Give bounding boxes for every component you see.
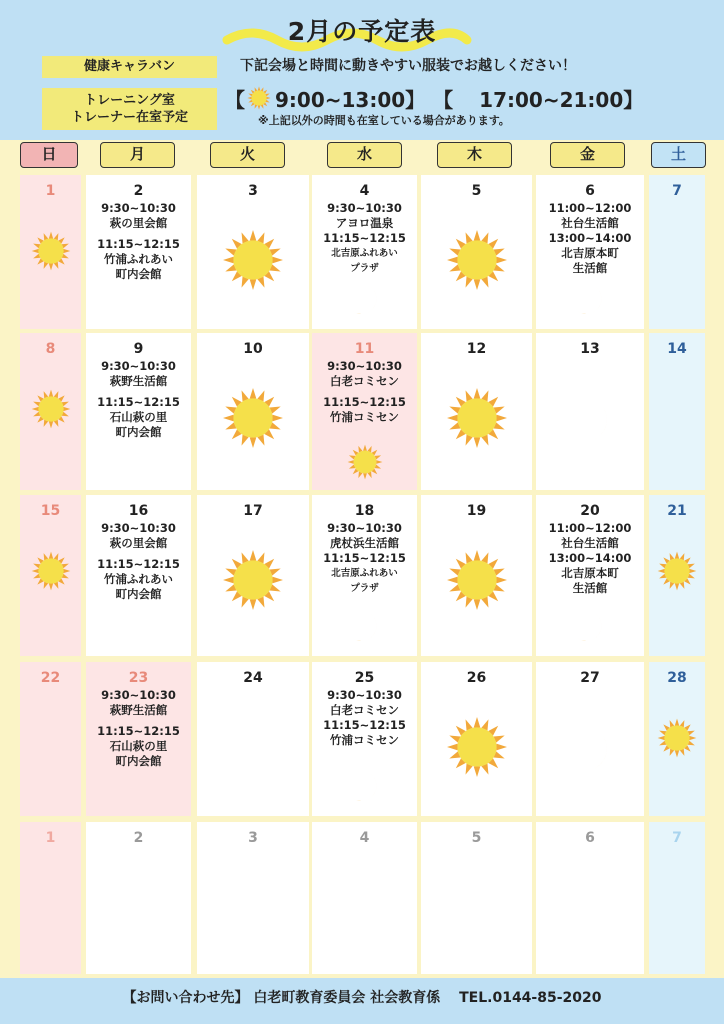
- calendar-day-cell: [20, 662, 81, 816]
- sun-icon: [222, 387, 284, 453]
- moon-icon: [350, 770, 380, 810]
- day-number: 10: [243, 341, 263, 357]
- schedule-line: 生活館: [572, 261, 608, 275]
- schedule-line: 9:30~10:30: [327, 359, 402, 373]
- day-number: 5: [471, 183, 482, 199]
- calendar-day-cell: [312, 822, 417, 974]
- day-number: 28: [667, 670, 687, 686]
- moon-icon: [575, 610, 605, 650]
- schedule-line: 9:30~10:30: [101, 359, 176, 373]
- weekday-header: 火: [210, 142, 285, 168]
- schedule-line: 萩の里会館: [109, 216, 168, 230]
- calendar-day-cell: [421, 495, 532, 656]
- sun-icon: [31, 389, 71, 433]
- calendar-day-cell: [421, 822, 532, 974]
- schedule-line: 9:30~10:30: [101, 521, 176, 535]
- schedule-line: 白老コミセン: [330, 703, 399, 717]
- day-number: 6: [585, 183, 595, 199]
- moon-icon: [575, 283, 605, 323]
- calendar-day-cell: [312, 175, 417, 329]
- schedule-line: 北吉原本町: [561, 246, 619, 260]
- moon-icon: [568, 395, 612, 455]
- schedule-line: 11:15~12:15: [323, 718, 406, 732]
- schedule-line: 9:30~10:30: [327, 688, 402, 702]
- calendar-day-cell: [20, 333, 81, 490]
- schedule-line: 生活館: [572, 581, 608, 595]
- calendar-day-cell: [86, 495, 191, 656]
- schedule-line: 社台生活館: [561, 536, 619, 550]
- schedule-block: [312, 201, 417, 276]
- day-number: 4: [359, 183, 370, 199]
- day-number: 21: [667, 503, 687, 519]
- schedule-line: 北吉原本町: [561, 566, 619, 580]
- calendar-day-cell: [649, 662, 705, 816]
- day-number: 7: [672, 830, 682, 846]
- day-number: 1: [45, 183, 56, 199]
- training-room-label: [42, 88, 217, 130]
- calendar-day-cell: [536, 662, 644, 816]
- weekday-header: 土: [651, 142, 706, 168]
- schedule-line: 石山萩の里: [109, 739, 168, 753]
- day-number: 19: [466, 503, 487, 519]
- day-number: 15: [40, 503, 61, 519]
- schedule-block: [536, 201, 644, 276]
- schedule-line: 竹浦コミセン: [330, 733, 399, 747]
- sun-icon: [446, 229, 508, 295]
- schedule-line: 町内会館: [115, 587, 162, 601]
- schedule-line: 社台生活館: [561, 216, 619, 230]
- calendar-day-cell: [197, 333, 309, 490]
- calendar-day-cell: [649, 822, 705, 974]
- moon-icon: [350, 283, 380, 323]
- calendar-day-cell: [536, 822, 644, 974]
- day-number: 18: [354, 503, 375, 519]
- schedule-line: 13:00~14:00: [548, 551, 632, 565]
- schedule-line: 9:30~10:30: [327, 201, 402, 215]
- schedule-line: 11:15~12:15: [323, 231, 406, 245]
- day-number: 8: [45, 341, 56, 357]
- day-number: 22: [40, 670, 61, 686]
- schedule-block: [312, 688, 417, 748]
- sun-icon: [446, 387, 508, 453]
- schedule-block: [86, 359, 191, 440]
- calendar-day-cell: [649, 333, 705, 490]
- calendar-day-cell: [86, 662, 191, 816]
- page-title: 2月の予定表: [287, 17, 437, 46]
- calendar-day-cell: [536, 175, 644, 329]
- day-hours-text: 9:00~13:00】: [275, 87, 426, 112]
- weekday-header: 金: [550, 142, 625, 168]
- calendar-day-cell: [86, 822, 191, 974]
- schedule-line: 9:30~10:30: [101, 688, 176, 702]
- sun-icon: [657, 551, 697, 595]
- calendar-day-cell: [421, 333, 532, 490]
- schedule-line: 萩野生活館: [109, 703, 168, 717]
- calendar-day-cell: [312, 495, 417, 656]
- training-room-label-line1: トレーニング室: [84, 93, 175, 108]
- day-number: 16: [128, 503, 149, 519]
- schedule-line: 11:15~12:15: [323, 551, 406, 565]
- weekday-header: 月: [100, 142, 175, 168]
- moon-icon: [350, 610, 380, 650]
- sun-icon: [347, 444, 383, 484]
- schedule-line: 竹浦ふれあい: [104, 572, 173, 586]
- calendar-day-cell: [536, 333, 644, 490]
- instruction-text: 下記会場と時間に動きやすい服装でお越しください！: [240, 58, 576, 74]
- caravan-label: 健康キャラバン: [42, 56, 217, 78]
- bracket-open-2: 【: [433, 87, 454, 112]
- day-number: 25: [354, 670, 375, 686]
- day-number: 3: [248, 183, 258, 199]
- schedule-block: [86, 201, 191, 282]
- day-number: 3: [248, 830, 258, 846]
- sun-icon: [222, 549, 284, 615]
- schedule-line: 町内会館: [115, 754, 162, 768]
- schedule-line: 町内会館: [115, 425, 162, 439]
- day-number: 14: [667, 341, 687, 357]
- day-number: 12: [466, 341, 487, 357]
- day-number: 26: [466, 670, 487, 686]
- calendar-day-cell: [421, 175, 532, 329]
- calendar-day-cell: [197, 662, 309, 816]
- schedule-line: 9:30~10:30: [327, 521, 402, 535]
- schedule-line: 虎杖浜生活館: [330, 536, 399, 550]
- schedule-line: 石山萩の里: [109, 410, 168, 424]
- schedule-line: 13:00~14:00: [548, 231, 632, 245]
- schedule-line: 白老コミセン: [330, 374, 399, 388]
- day-number: 4: [359, 830, 370, 846]
- day-number: 1: [45, 830, 56, 846]
- calendar-day-cell: [312, 333, 417, 490]
- day-number: 7: [672, 183, 682, 199]
- day-number: 5: [471, 830, 482, 846]
- calendar-day-cell: [421, 662, 532, 816]
- schedule-block: [536, 521, 644, 596]
- calendar-day-cell: [536, 495, 644, 656]
- schedule-line: 北吉原ふれあい: [331, 248, 398, 259]
- schedule-block: [312, 521, 417, 596]
- day-number: 13: [580, 341, 600, 357]
- calendar-day-cell: [197, 822, 309, 974]
- sun-icon: [657, 718, 697, 762]
- calendar-day-cell: [649, 495, 705, 656]
- schedule-line: 萩の里会館: [109, 536, 168, 550]
- schedule-line: 11:00~12:00: [548, 201, 632, 215]
- calendar-day-cell: [86, 333, 191, 490]
- day-number: 2: [133, 830, 144, 846]
- calendar-day-cell: [86, 175, 191, 329]
- schedule-line: 11:15~12:15: [97, 395, 180, 409]
- calendar-day-cell: [197, 175, 309, 329]
- schedule-line: 11:00~12:00: [548, 521, 632, 535]
- day-number: 20: [580, 503, 600, 519]
- schedule-line: プラザ: [350, 583, 379, 594]
- schedule-line: 9:30~10:30: [101, 201, 176, 215]
- calendar-day-cell: [20, 822, 81, 974]
- calendar-day-cell: [197, 495, 309, 656]
- training-room-label-line2: トレーナー在室予定: [70, 110, 188, 125]
- day-number: 2: [133, 183, 144, 199]
- schedule-block: [86, 521, 191, 602]
- bracket-open: 【: [225, 87, 245, 112]
- schedule-line: 萩野生活館: [109, 374, 168, 388]
- schedule-line: 11:15~12:15: [323, 395, 406, 409]
- sun-icon: [31, 231, 71, 275]
- schedule-line: 11:15~12:15: [97, 237, 180, 251]
- schedule-line: 竹浦ふれあい: [104, 252, 173, 266]
- day-number: 23: [128, 670, 149, 686]
- calendar-day-cell: [649, 175, 705, 329]
- availability-note: ※上記以外の時間も在室している場合があります。: [258, 114, 510, 127]
- schedule-block: [86, 688, 191, 769]
- contact-footer: 【お問い合わせ先】 白老町教育委員会 社会教育係 TEL.0144-85-2020: [0, 978, 724, 1024]
- sun-icon: [247, 86, 271, 110]
- schedule-line: 11:15~12:15: [97, 557, 180, 571]
- day-number: 27: [580, 670, 600, 686]
- sun-icon: [31, 551, 71, 595]
- day-number: 24: [243, 670, 263, 686]
- schedule-line: プラザ: [350, 263, 379, 274]
- sun-icon: [446, 549, 508, 615]
- schedule-line: 11:15~12:15: [97, 724, 180, 738]
- day-number: 6: [585, 830, 595, 846]
- moon-icon: [568, 724, 612, 784]
- schedule-line: アヨロ温泉: [335, 216, 394, 230]
- hours-legend: [225, 84, 643, 112]
- sun-icon: [222, 229, 284, 295]
- schedule-line: 竹浦コミセン: [330, 410, 399, 424]
- calendar-day-cell: [20, 495, 81, 656]
- moon-icon: [455, 86, 475, 110]
- calendar-day-cell: [20, 175, 81, 329]
- day-number: 9: [133, 341, 144, 357]
- schedule-block: [312, 359, 417, 425]
- weekday-header: 木: [437, 142, 512, 168]
- weekday-header: 水: [327, 142, 402, 168]
- day-number: 17: [243, 503, 263, 519]
- day-number: 11: [354, 341, 375, 357]
- night-hours-text: 17:00~21:00】: [479, 87, 644, 112]
- sun-icon: [446, 716, 508, 782]
- schedule-line: 町内会館: [115, 267, 162, 281]
- weekday-header: 日: [20, 142, 78, 168]
- schedule-line: 北吉原ふれあい: [331, 568, 398, 579]
- calendar-day-cell: [312, 662, 417, 816]
